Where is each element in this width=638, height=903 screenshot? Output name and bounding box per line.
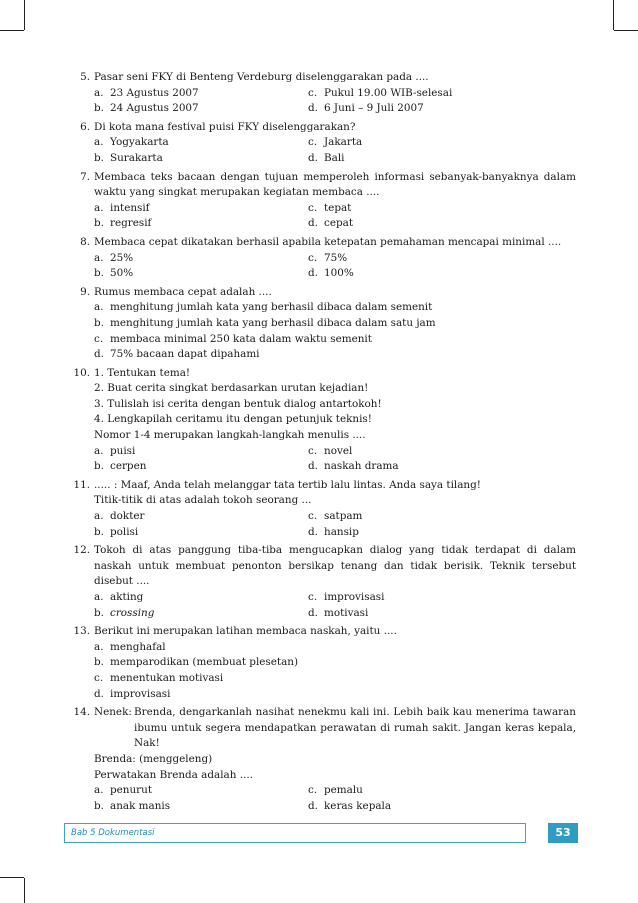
- question-text: ..... : Maaf, Anda telah melanggar tata tertib lalu lintas. Anda saya tilang!: [94, 478, 481, 491]
- question-text: Tokoh di atas panggung tiba-tiba mengucapkan dialog yang tidak terdapat di dalam naskah untuk membuat penonton bersikap tenang dan tidak berisik. Teknik tersebut disebut ....: [94, 544, 576, 588]
- question-text: Nomor 1-4 merupakan langkah-langkah menulis ....: [94, 429, 366, 442]
- option-d: improvisasi: [110, 687, 171, 700]
- option-letter: d.: [308, 267, 318, 280]
- option-letter: b.: [94, 606, 104, 619]
- option-letter: c.: [94, 332, 104, 345]
- option-letter: d.: [94, 348, 104, 361]
- option-b: memparodikan (membuat plesetan): [110, 656, 299, 669]
- question-number: 9.: [80, 285, 90, 298]
- option-c: Jakarta: [324, 136, 363, 149]
- question-number: 7.: [80, 170, 90, 183]
- question-number: 5.: [80, 71, 90, 83]
- option-c: satpam: [324, 510, 363, 523]
- option-c: improvisasi: [324, 591, 385, 603]
- option-d: motivasi: [324, 606, 369, 619]
- question-text: Rumus membaca cepat adalah ....: [94, 285, 272, 298]
- crop-mark: [0, 30, 24, 31]
- dialog-line: Brenda, dengarkanlah nasihat nenekmu kali ini. Lebih baik kau menerima tawaran ibumu untuk segera mendapatkan perawatan di rumah sakit. Jangan keras kepala, Nak!: [134, 706, 576, 750]
- option-c: tepat: [324, 201, 352, 214]
- option-letter: b.: [94, 151, 104, 164]
- option-a: menghafal: [110, 640, 166, 653]
- question-number: 13.: [73, 625, 90, 638]
- option-letter: a.: [94, 251, 104, 264]
- crop-mark: [614, 30, 638, 31]
- option-a: dokter: [110, 510, 145, 523]
- option-a: penurut: [110, 784, 153, 797]
- option-letter: d.: [308, 799, 318, 812]
- option-letter: b.: [94, 799, 104, 812]
- question-text: Membaca cepat dikatakan berhasil apabila ketepatan pemahaman mencapai minimal ....: [94, 235, 562, 248]
- crop-mark: [613, 0, 614, 30]
- option-letter: a.: [94, 201, 104, 214]
- option-a: Yogyakarta: [110, 136, 169, 149]
- option-c: membaca minimal 250 kata dalam waktu semenit: [110, 332, 372, 345]
- page-footer: [64, 823, 576, 845]
- dialog-line: Brenda: (menggeleng): [94, 752, 213, 765]
- option-letter: a.: [94, 136, 104, 149]
- option-c: novel: [324, 444, 353, 457]
- option-letter: b.: [94, 656, 104, 669]
- question-text: Perwatakan Brenda adalah ....: [94, 768, 253, 781]
- option-letter: a.: [94, 510, 104, 523]
- page-number: 53: [548, 823, 578, 843]
- option-letter: b.: [94, 267, 104, 280]
- option-b: 24 Agustus 2007: [110, 102, 199, 115]
- option-letter: c.: [308, 510, 318, 523]
- option-letter: d.: [308, 102, 318, 115]
- option-letter: b.: [94, 525, 104, 538]
- question-text: Di kota mana festival puisi FKY diselenggarakan?: [94, 120, 356, 133]
- option-d: hansip: [324, 525, 359, 538]
- question-list: [64, 70, 576, 817]
- option-b: menghitung jumlah kata yang berhasil dibaca dalam satu jam: [110, 316, 436, 329]
- option-letter: a.: [94, 784, 104, 797]
- option-letter: a.: [94, 591, 104, 603]
- step-item: 3. Tulislah isi cerita dengan bentuk dialog antartokoh!: [94, 397, 382, 410]
- question-text: Pasar seni FKY di Benteng Verdeburg diselenggarakan pada ....: [94, 71, 429, 83]
- chapter-label: Bab 5 Dokumentasi: [64, 823, 526, 843]
- option-letter: c.: [308, 86, 318, 99]
- option-letter: a.: [94, 301, 104, 314]
- option-letter: d.: [308, 606, 318, 619]
- crop-mark: [24, 878, 25, 903]
- option-b: cerpen: [110, 460, 147, 473]
- crop-mark: [0, 877, 24, 878]
- option-letter: c.: [308, 444, 318, 457]
- option-c: menentukan motivasi: [110, 671, 224, 684]
- option-a: akting: [110, 591, 144, 603]
- option-b: anak manis: [110, 799, 171, 812]
- question-13: [64, 624, 576, 702]
- option-d: 6 Juni – 9 Juli 2007: [324, 102, 424, 115]
- option-letter: c.: [94, 671, 104, 684]
- question-8: [64, 235, 576, 282]
- option-d: naskah drama: [324, 460, 399, 473]
- question-7: [64, 170, 576, 232]
- question-text: Berikut ini merupakan latihan membaca naskah, yaitu ....: [94, 625, 397, 638]
- question-number: 12.: [73, 544, 90, 557]
- question-number: 14.: [73, 706, 90, 719]
- option-letter: c.: [308, 251, 318, 264]
- option-a: menghitung jumlah kata yang berhasil dibaca dalam semenit: [110, 301, 433, 314]
- question-5: [64, 70, 576, 117]
- option-letter: c.: [308, 201, 318, 214]
- option-c: Pukul 19.00 WIB-selesai: [324, 86, 453, 99]
- option-letter: c.: [308, 591, 318, 603]
- crop-mark: [24, 0, 25, 30]
- question-number: 10.: [73, 366, 90, 379]
- question-number: 11.: [73, 478, 90, 491]
- option-c: 75%: [324, 251, 348, 264]
- option-letter: d.: [308, 460, 318, 473]
- option-b: regresif: [110, 217, 152, 230]
- question-number: 6.: [80, 120, 90, 133]
- question-12: [64, 543, 576, 621]
- option-b: 50%: [110, 267, 134, 280]
- option-d: keras kepala: [324, 799, 392, 812]
- question-prompt: Titik-titik di atas adalah tokoh seorang ...: [94, 494, 312, 507]
- option-b: Surakarta: [110, 151, 163, 164]
- option-b: polisi: [110, 525, 139, 538]
- question-number: 8.: [80, 235, 90, 248]
- option-a: intensif: [110, 201, 150, 214]
- question-6: [64, 120, 576, 167]
- option-b: crossing: [110, 606, 155, 619]
- step-item: 1. Tentukan tema!: [94, 366, 191, 379]
- option-letter: d.: [308, 217, 318, 230]
- question-text: Membaca teks bacaan dengan tujuan memperoleh informasi sebanyak-banyaknya dalam waktu yang singkat merupakan kegiatan membaca ....: [94, 170, 576, 199]
- step-item: 4. Lengkapilah ceritamu itu dengan petunjuk teknis!: [94, 413, 372, 426]
- option-letter: a.: [94, 86, 104, 99]
- question-10: [64, 366, 576, 475]
- option-letter: d.: [94, 687, 104, 700]
- option-letter: d.: [308, 525, 318, 538]
- option-c: pemalu: [324, 784, 363, 797]
- option-d: 100%: [324, 267, 354, 280]
- option-a: puisi: [110, 444, 136, 457]
- option-d: 75% bacaan dapat dipahami: [110, 348, 260, 361]
- option-letter: b.: [94, 102, 104, 115]
- option-letter: a.: [94, 640, 104, 653]
- option-letter: b.: [94, 217, 104, 230]
- option-d: cepat: [324, 217, 353, 230]
- option-letter: a.: [94, 444, 104, 457]
- question-9: [64, 285, 576, 363]
- step-item: 2. Buat cerita singkat berdasarkan urutan kejadian!: [94, 382, 369, 395]
- option-d: Bali: [324, 151, 345, 164]
- option-letter: b.: [94, 316, 104, 329]
- option-letter: b.: [94, 460, 104, 473]
- option-a: 23 Agustus 2007: [110, 86, 199, 99]
- question-11: [64, 478, 576, 540]
- option-letter: d.: [308, 151, 318, 164]
- option-letter: c.: [308, 784, 318, 797]
- dialog-speaker: Nenek:: [94, 706, 132, 719]
- option-a: 25%: [110, 251, 134, 264]
- option-letter: c.: [308, 136, 318, 149]
- question-14: [64, 705, 576, 814]
